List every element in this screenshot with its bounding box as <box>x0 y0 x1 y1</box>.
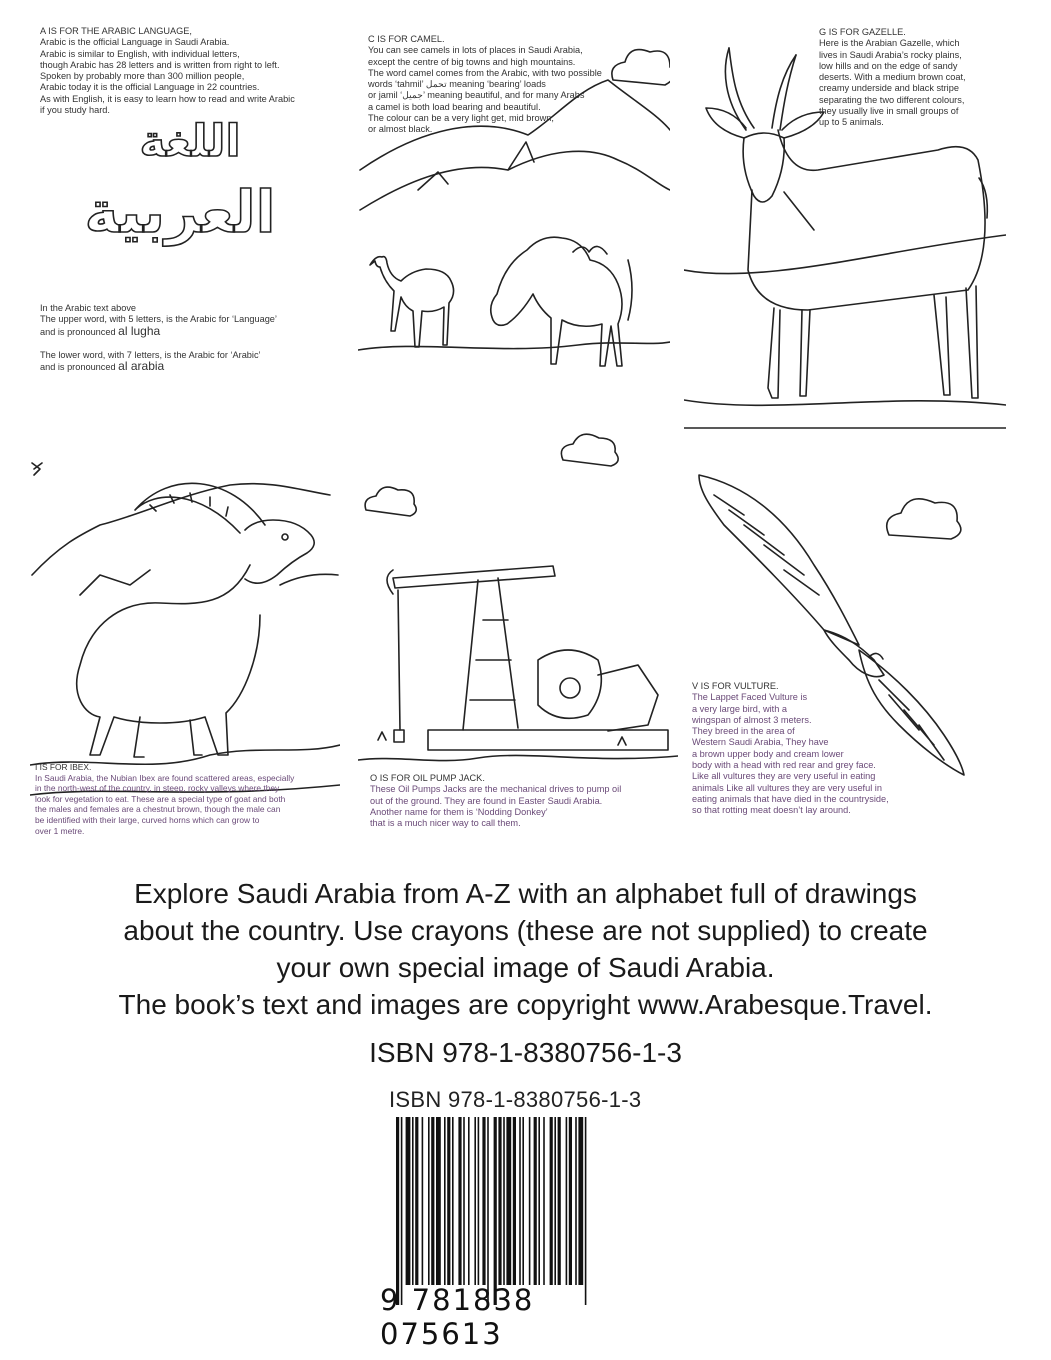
barcode-bar <box>519 1117 521 1285</box>
text-line: Here is the Arabian Gazelle, which <box>819 38 960 49</box>
panel-title: A IS FOR THE ARABIC LANGUAGE, <box>40 26 192 36</box>
panel-ibex <box>30 455 340 850</box>
barcode-bar <box>566 1117 568 1285</box>
barcode-digits: 9 781838 075613 <box>380 1283 535 1351</box>
blurb-line: your own special image of Saudi Arabia. <box>276 952 775 983</box>
barcode-bar <box>463 1117 465 1285</box>
text-line: up to 5 animals. <box>819 117 884 128</box>
text-line: wingspan of almost 3 meters. <box>692 714 812 725</box>
panel-title: G IS FOR GAZELLE. <box>819 27 906 37</box>
barcode-bar <box>406 1117 411 1285</box>
text-line: Arabic is the official Language in Saudi Arabia. <box>40 37 230 48</box>
barcode-bar <box>554 1117 556 1285</box>
barcode-bar <box>585 1117 587 1305</box>
text-line: Another name for them is ‘Nodding Donkey’ <box>370 806 548 817</box>
text-line: Arabic is similar to English, with individual letters, <box>40 48 240 59</box>
samson-post <box>463 578 518 730</box>
barcode-bar <box>550 1117 553 1285</box>
text-line: In Saudi Arabia, the Nubian Ibex are found scattered areas, especially <box>35 772 295 783</box>
cloud-icon <box>887 499 961 539</box>
text-line: The Lappet Faced Vulture is <box>692 692 808 703</box>
panel-title: V IS FOR VULTURE. <box>692 681 779 691</box>
text-line: You can see camels in lots of places in Saudi Arabia, <box>368 45 583 56</box>
text-line: a very large bird, with a <box>692 703 787 714</box>
gazelle-legs <box>768 308 780 398</box>
text-line: lives in Saudi Arabia’s rocky plains, <box>819 49 962 60</box>
note-lower: The lower word, with 7 letters, is the Arabic for ‘Arabic’ <box>40 349 261 360</box>
text-line: body with a head with red rear and grey face. <box>692 760 876 771</box>
barcode-bar <box>396 1117 399 1305</box>
barcode-bar <box>503 1117 505 1285</box>
cloud-icon <box>561 434 618 466</box>
barcode-bar <box>452 1117 454 1285</box>
ibex-head <box>245 520 314 583</box>
barcode-bar <box>506 1117 511 1285</box>
barcode-bar <box>401 1117 403 1305</box>
walking-beam <box>393 566 555 588</box>
text-line: the males and females are a chestnut brown, though the male can <box>35 804 281 815</box>
note-lower-lead: and is pronounced <box>40 362 116 373</box>
arabic-word-arabic: العربية <box>84 178 276 246</box>
text-line: words ‘tahmil’ تحمل meaning ‘bearing’ loads <box>368 79 546 90</box>
text-line: Arabic today it is the official Language in 22 countries. <box>40 82 260 93</box>
text-line: so that rotting meat doesn’t lay around. <box>692 805 851 816</box>
text-line: They breed in the area of <box>692 726 795 737</box>
barcode-bar <box>569 1117 572 1285</box>
back-cover-blurb <box>40 875 1011 1023</box>
cloud-icon <box>365 487 416 516</box>
isbn-label: ISBN 978-1-8380756-1-3 <box>369 1037 682 1068</box>
text-line: separating the two different colours, <box>819 94 965 105</box>
barcode-bar <box>468 1117 470 1285</box>
barcode-bar <box>498 1117 501 1285</box>
barcode-bar <box>482 1117 485 1285</box>
barcode-bar <box>458 1117 461 1285</box>
text-line: or almost black. <box>368 124 433 135</box>
panel-arabic-language <box>30 20 340 420</box>
text-line: As with English, it is easy to learn how to read and write Arabic <box>40 93 295 104</box>
barcode-bar <box>522 1117 524 1285</box>
panel-vulture <box>684 445 1006 845</box>
text-line: a camel is both load bearing and beautiful. <box>368 101 541 112</box>
text-line: in the north-west of the country, in steep, rocky valleys where they <box>35 783 280 794</box>
barcode-bar <box>543 1117 545 1285</box>
barcode-bar <box>431 1117 434 1285</box>
text-line: out of the ground. They are found in Easter Saudi Arabia. <box>370 795 603 806</box>
note-upper: The upper word, with 5 letters, is the Arabic for ‘Language’ <box>40 314 277 325</box>
barcode-bar <box>428 1117 430 1285</box>
text-line: deserts. With a medium brown coat, <box>819 72 966 83</box>
text-line: be identified with their large, curved horns which can grow to <box>35 814 260 825</box>
text-line: eating animals that have died in the countryside, <box>692 793 889 804</box>
barcode-bar <box>534 1117 537 1285</box>
counterweight <box>538 650 601 718</box>
note-upper-lead: and is pronounced <box>40 326 116 337</box>
panel-oil-pump-jack <box>358 430 678 850</box>
text-line: that is a much nicer way to call them. <box>370 818 521 829</box>
barcode-bar <box>558 1117 561 1285</box>
barcode-isbn-label: ISBN 978-1-8380756-1-3 <box>389 1087 642 1112</box>
barcode-bar <box>478 1117 480 1285</box>
arabic-word-language: اللغة <box>139 116 241 167</box>
barcode-bar <box>474 1117 476 1285</box>
text-line: Like all vultures they are very useful in eating <box>692 771 876 782</box>
text-line: The word camel comes from the Arabic, with two possible <box>368 67 602 78</box>
text-line: creamy underside and black stripe <box>819 83 959 94</box>
text-line: animals Like all vultures they are very useful in <box>692 782 882 793</box>
text-line: or jamil ‘جميل’ meaning beautiful, and for many Arabs <box>368 90 585 101</box>
base-frame <box>428 730 668 750</box>
text-line: if you study hard. <box>40 105 110 116</box>
gazelle-head <box>743 133 784 202</box>
barcode-bar <box>415 1117 418 1285</box>
barcode-bar <box>487 1117 489 1305</box>
text-line: over 1 metre. <box>35 825 85 836</box>
pronunciation-al-lugha: al lugha <box>118 323 161 338</box>
barcode-bar <box>447 1117 450 1285</box>
text-line: look for vegetation to eat. These are a special type of goat and both <box>35 793 286 804</box>
barcode-bar <box>578 1117 583 1285</box>
blurb-line: Explore Saudi Arabia from A-Z with an alphabet full of drawings <box>134 878 917 909</box>
blurb-line: The book’s text and images are copyright www.Arabesque.Travel. <box>118 989 933 1020</box>
panel-camel <box>358 20 670 420</box>
barcode-bar <box>422 1117 424 1285</box>
panel-title: C IS FOR CAMEL. <box>368 34 445 44</box>
panel-gazelle <box>684 20 1006 430</box>
barcode-bar <box>538 1117 540 1285</box>
text-line: low hills and on the edge of sandy <box>819 60 958 71</box>
blurb-line: about the country. Use crayons (these are not supplied) to create <box>123 915 928 946</box>
young-camel <box>370 257 454 347</box>
text-line: they usually live in small groups of <box>819 106 959 117</box>
panel-title: O IS FOR OIL PUMP JACK. <box>370 773 485 783</box>
text-line: The colour can be a very light get, mid brown, <box>368 113 554 124</box>
ibex-body <box>77 565 260 755</box>
barcode-bar <box>412 1117 414 1285</box>
text-line: Spoken by probably more than 300 million people, <box>40 71 245 82</box>
pronunciation-al-arabia: al arabia <box>118 359 165 374</box>
barcode-bar <box>436 1117 441 1285</box>
text-line: except the centre of big towns and high mountains. <box>368 56 576 67</box>
barcode-bar <box>575 1117 577 1285</box>
barcode-bar <box>529 1117 531 1285</box>
text-line: These Oil Pumps Jacks are the mechanical drives to pump oil <box>370 784 622 795</box>
barcode-bar <box>444 1117 446 1285</box>
text-line: a brown upper body and cream lower <box>692 748 844 759</box>
barcode-bar <box>494 1117 497 1305</box>
barcode-bar <box>513 1117 516 1285</box>
text-line: though Arabic has 28 letters and is written from right to left. <box>40 59 280 70</box>
note-intro: In the Arabic text above <box>40 303 137 313</box>
text-line: Western Saudi Arabia, They have <box>692 737 829 748</box>
panel-title: I IS FOR IBEX. <box>35 762 92 772</box>
